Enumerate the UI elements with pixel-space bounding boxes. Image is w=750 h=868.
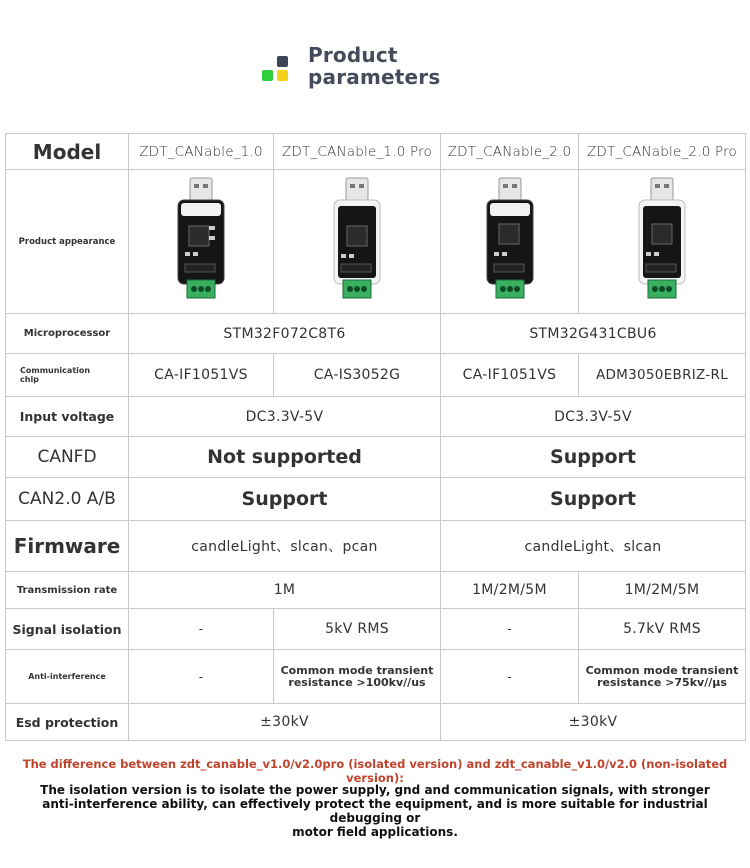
firmware-value: candleLight、slcan、pcan	[129, 521, 441, 572]
model-name: ZDT_CANable_2.0	[441, 134, 579, 170]
transmission-rate-value: 1M	[129, 572, 441, 609]
table-row-model	[6, 134, 746, 170]
difference-body-line2: anti-interference ability, can effectively protect the equipment, and is more suitable for industrial debugging or	[42, 797, 708, 825]
row-label-can20: CAN2.0 A/B	[6, 478, 129, 521]
esd-value: ±30kV	[441, 704, 746, 741]
usb-can-board-image	[171, 176, 231, 304]
logo-square-green	[262, 70, 273, 81]
comm-chip-value: CA-IF1051VS	[441, 354, 579, 397]
product-image-cell	[129, 170, 274, 314]
difference-body-line1: The isolation version is to isolate the power supply, gnd and communication signals, with stronger	[40, 783, 710, 797]
row-label-comm-chip-line1: Communication	[20, 366, 91, 375]
model-name: ZDT_CANable_2.0 Pro	[579, 134, 746, 170]
table-row-anti-interference	[6, 650, 746, 704]
row-label-esd: Esd protection	[6, 704, 129, 741]
logo-square-yellow	[277, 70, 288, 81]
row-label-transmission-rate: Transmission rate	[6, 572, 129, 609]
row-label-signal-isolation: Signal isolation	[6, 609, 129, 650]
signal-isolation-value: -	[129, 609, 274, 650]
comm-chip-value: ADM3050EBRIZ-RL	[579, 354, 746, 397]
row-label-comm-chip-line2: chip	[20, 375, 39, 384]
anti-interference-line1: Common mode transient	[280, 663, 434, 677]
difference-body	[15, 783, 735, 839]
page-header	[262, 44, 440, 92]
anti-interference-value: -	[441, 650, 579, 704]
comm-chip-value: CA-IF1051VS	[129, 354, 274, 397]
comm-chip-value: CA-IS3052G	[274, 354, 441, 397]
row-label-firmware: Firmware	[6, 521, 129, 572]
table-row-microprocessor	[6, 314, 746, 354]
transmission-rate-value: 1M/2M/5M	[579, 572, 746, 609]
table-row-firmware	[6, 521, 746, 572]
page-title-line2: parameters	[308, 65, 441, 89]
signal-isolation-value: 5.7kV RMS	[579, 609, 746, 650]
anti-interference-line2: resistance >100kv//us	[288, 675, 426, 689]
can20-value: Support	[129, 478, 441, 521]
usb-can-board-image	[327, 176, 387, 304]
anti-interference-value	[579, 650, 746, 704]
signal-isolation-value: -	[441, 609, 579, 650]
microprocessor-value: STM32G431CBU6	[441, 314, 746, 354]
microprocessor-value: STM32F072C8T6	[129, 314, 441, 354]
page-title	[308, 44, 440, 88]
product-image-cell	[441, 170, 579, 314]
product-image-cell	[579, 170, 746, 314]
row-label-microprocessor: Microprocessor	[6, 314, 129, 354]
model-name: ZDT_CANable_1.0 Pro	[274, 134, 441, 170]
canfd-value: Not supported	[129, 437, 441, 478]
difference-body-line3: motor field applications.	[292, 825, 458, 839]
brand-logo-icon	[262, 52, 290, 92]
model-name: ZDT_CANable_1.0	[129, 134, 274, 170]
table-row-esd	[6, 704, 746, 741]
logo-square-dark	[277, 56, 288, 67]
can20-value: Support	[441, 478, 746, 521]
input-voltage-value: DC3.3V-5V	[129, 397, 441, 437]
esd-value: ±30kV	[129, 704, 441, 741]
row-label-canfd: CANFD	[6, 437, 129, 478]
firmware-value: candleLight、slcan	[441, 521, 746, 572]
row-label-appearance: Product appearance	[6, 170, 129, 314]
table-row-comm-chip	[6, 354, 746, 397]
row-label-comm-chip	[6, 354, 129, 397]
table-row-canfd	[6, 437, 746, 478]
parameters-table	[5, 133, 746, 741]
table-row-signal-isolation	[6, 609, 746, 650]
usb-can-board-image	[480, 176, 540, 304]
table-row-can20	[6, 478, 746, 521]
transmission-rate-value: 1M/2M/5M	[441, 572, 579, 609]
anti-interference-value: -	[129, 650, 274, 704]
anti-interference-line2: resistance >75kv//μs	[597, 675, 727, 689]
page-title-line1: Product	[308, 43, 398, 67]
usb-can-board-image	[632, 176, 692, 304]
table-row-appearance	[6, 170, 746, 314]
anti-interference-value	[274, 650, 441, 704]
product-image-cell	[274, 170, 441, 314]
row-label-anti-interference: Anti-interference	[6, 650, 129, 704]
canfd-value: Support	[441, 437, 746, 478]
difference-title: The difference between zdt_canable_v1.0/v2.0pro (isolated version) and zdt_canable_v1.0/v2.0 (non-isolated version):	[22, 757, 728, 785]
anti-interference-line1: Common mode transient	[585, 663, 739, 677]
signal-isolation-value: 5kV RMS	[274, 609, 441, 650]
table-row-transmission-rate	[6, 572, 746, 609]
row-label-model: Model	[6, 134, 129, 170]
input-voltage-value: DC3.3V-5V	[441, 397, 746, 437]
table-row-input-voltage	[6, 397, 746, 437]
row-label-input-voltage: Input voltage	[6, 397, 129, 437]
